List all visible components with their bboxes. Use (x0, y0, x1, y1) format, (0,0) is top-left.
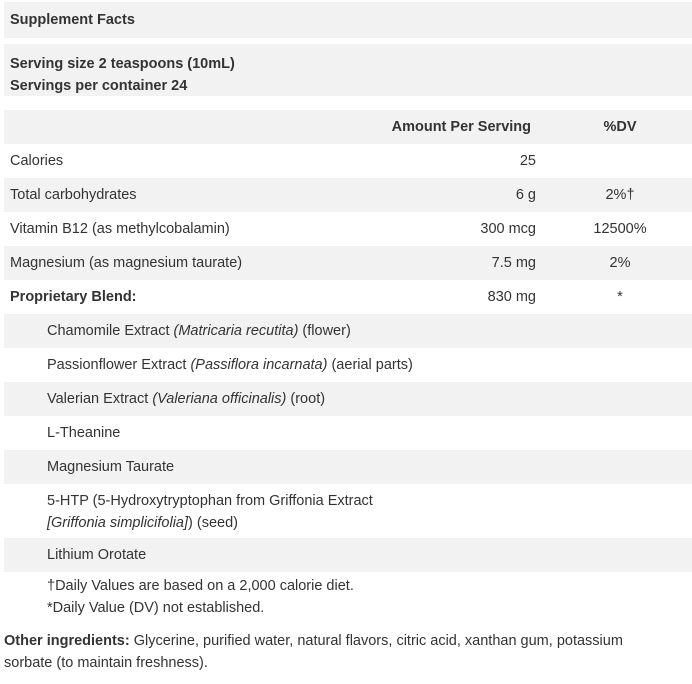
nutrient-amount: 300 mcg (480, 221, 536, 237)
blend-ingredient-row (4, 416, 692, 450)
blend-ingredient-row (4, 484, 692, 538)
panel-title: Supplement Facts (4, 2, 692, 38)
nutrient-dv: 2% (609, 255, 631, 271)
spacer (4, 96, 692, 110)
supplement-facts-panel (4, 2, 692, 620)
serving-info (4, 44, 692, 96)
blend-ingredient-row (4, 382, 692, 416)
proprietary-blend-row (4, 280, 692, 314)
nutrient-row (4, 246, 692, 280)
amount-column-header: Amount Per Serving (391, 119, 531, 135)
nutrient-amount: 6 g (515, 187, 536, 203)
nutrient-dv: 12500% (593, 221, 647, 237)
column-header-row (4, 110, 692, 144)
blend-amount: 830 mg (487, 289, 536, 305)
footnote-dv-basis: †Daily Values are based on a 2,000 calorie diet. (47, 578, 354, 594)
nutrient-dv: 2%† (605, 187, 635, 203)
nutrient-name: Calories (10, 153, 64, 169)
dv-column-header: %DV (603, 119, 637, 135)
other-ingredients (4, 630, 664, 674)
blend-ingredient: 5-HTP (5-Hydroxytryptophan from Griffonia Extract [Griffonia simplicifolia]) (seed) (47, 493, 373, 531)
serving-size: Serving size 2 teaspoons (10mL) (10, 56, 235, 72)
blend-ingredient: Passionflower Extract (Passiflora incarnata) (aerial parts) (47, 357, 413, 373)
nutrient-amount: 7.5 mg (491, 255, 536, 271)
blend-ingredient-row (4, 348, 692, 382)
nutrient-row (4, 212, 692, 246)
blend-ingredient: Valerian Extract (Valeriana officinalis) (root) (47, 391, 326, 407)
servings-per-container: Servings per container 24 (10, 78, 188, 94)
nutrient-name: Magnesium (as magnesium taurate) (10, 255, 243, 271)
nutrient-amount: 25 (519, 153, 536, 169)
blend-ingredient: Lithium Orotate (47, 547, 147, 563)
blend-name: Proprietary Blend: (10, 289, 137, 305)
blend-dv: * (617, 289, 623, 305)
nutrient-rows (4, 144, 692, 280)
nutrient-row (4, 178, 692, 212)
blend-ingredient: L-Theanine (47, 425, 121, 441)
other-ingredients-label: Other ingredients: (4, 633, 130, 649)
blend-ingredient-row (4, 538, 692, 572)
blend-ingredient: Chamomile Extract (Matricaria recutita) (flower) (47, 323, 351, 339)
blend-ingredient-row (4, 314, 692, 348)
nutrient-name: Vitamin B12 (as methylcobalamin) (10, 221, 230, 237)
other-ingredients-text: Glycerine, purified water, natural flavors, citric acid, xanthan gum, potassium sorbate (to maintain freshness). (4, 633, 623, 671)
footnote-not-established: *Daily Value (DV) not established. (47, 600, 265, 616)
nutrient-name: Total carbohydrates (10, 187, 137, 203)
blend-ingredient: Magnesium Taurate (47, 459, 175, 475)
footnotes (4, 572, 692, 620)
nutrient-row (4, 144, 692, 178)
blend-ingredient-row (4, 450, 692, 484)
